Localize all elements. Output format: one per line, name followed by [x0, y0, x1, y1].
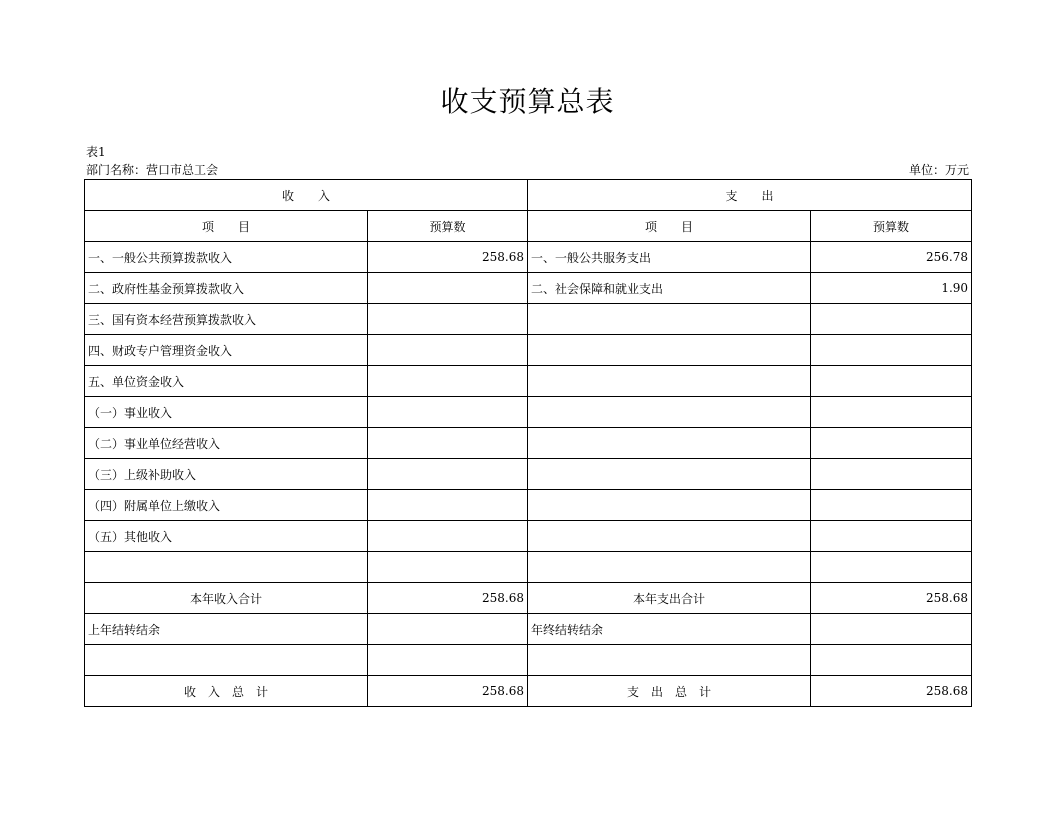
- table-row: [85, 242, 972, 273]
- income-amount-cell: [368, 366, 528, 397]
- expense-item-cell: [528, 366, 811, 397]
- income-amount-cell: [368, 552, 528, 583]
- income-item-cell: （五）其他收入: [85, 521, 368, 552]
- blank-row: [85, 645, 972, 676]
- income-amount-cell: [368, 490, 528, 521]
- total-row: [85, 676, 972, 707]
- page-title: 收支预算总表: [440, 85, 615, 118]
- expense-amount-cell: 256.78: [811, 242, 972, 273]
- table-row: [85, 335, 972, 366]
- department-name: 部门名称：营口市总工会: [86, 163, 219, 177]
- expense-subtotal-label: 本年支出合计: [528, 583, 811, 614]
- expense-amount-cell: 1.90: [811, 273, 972, 304]
- table-row: [85, 552, 972, 583]
- expense-item-cell: [528, 304, 811, 335]
- expense-amount-cell: [811, 335, 972, 366]
- income-item-cell: （一）事业收入: [85, 397, 368, 428]
- income-amount-cell: [368, 304, 528, 335]
- blank-cell: [811, 645, 972, 676]
- income-amount-cell: [368, 459, 528, 490]
- income-item-cell: 三、国有资本经营预算拨款收入: [85, 304, 368, 335]
- income-item-cell: 一、一般公共预算拨款收入: [85, 242, 368, 273]
- income-item-cell: （二）事业单位经营收入: [85, 428, 368, 459]
- table-row: [85, 490, 972, 521]
- carry-over-row: [85, 614, 972, 645]
- subtotal-row: [85, 583, 972, 614]
- expense-item-cell: [528, 428, 811, 459]
- income-item-header: 项 目: [85, 211, 368, 242]
- table-row: [85, 304, 972, 335]
- expense-amount-cell: [811, 428, 972, 459]
- unit-label: 单位：万元: [908, 163, 969, 177]
- income-total-label: 收 入 总 计: [85, 676, 368, 707]
- table-row: [85, 459, 972, 490]
- column-header-row: [85, 211, 972, 242]
- income-subtotal-label: 本年收入合计: [85, 583, 368, 614]
- expense-carry-label: 年终结转结余: [528, 614, 811, 645]
- income-item-cell: （四）附属单位上缴收入: [85, 490, 368, 521]
- expense-item-cell: 二、社会保障和就业支出: [528, 273, 811, 304]
- table-number: 表1: [86, 145, 106, 159]
- expense-carry-amount: [811, 614, 972, 645]
- income-item-cell: 四、财政专户管理资金收入: [85, 335, 368, 366]
- expense-amount-cell: [811, 490, 972, 521]
- income-total-amount: 258.68: [368, 676, 528, 707]
- expense-item-cell: [528, 490, 811, 521]
- budget-table: [84, 179, 972, 707]
- table-row: [85, 397, 972, 428]
- expense-item-cell: [528, 459, 811, 490]
- income-carry-label: 上年结转结余: [85, 614, 368, 645]
- income-amount-cell: [368, 397, 528, 428]
- expense-total-amount: 258.68: [811, 676, 972, 707]
- expense-budget-header: 预算数: [811, 211, 972, 242]
- expense-amount-cell: [811, 552, 972, 583]
- income-subtotal-amount: 258.68: [368, 583, 528, 614]
- table-row: [85, 366, 972, 397]
- income-item-cell: 二、政府性基金预算拨款收入: [85, 273, 368, 304]
- expense-item-header: 项 目: [528, 211, 811, 242]
- expense-amount-cell: [811, 521, 972, 552]
- expense-item-cell: [528, 552, 811, 583]
- section-header-row: [85, 180, 972, 211]
- income-amount-cell: 258.68: [368, 242, 528, 273]
- blank-cell: [85, 645, 368, 676]
- expense-subtotal-amount: 258.68: [811, 583, 972, 614]
- table-row: [85, 273, 972, 304]
- income-amount-cell: [368, 521, 528, 552]
- income-item-cell: （三）上级补助收入: [85, 459, 368, 490]
- blank-cell: [368, 645, 528, 676]
- expense-amount-cell: [811, 459, 972, 490]
- income-section-header: 收 入: [85, 180, 528, 211]
- expense-item-cell: [528, 397, 811, 428]
- income-item-cell: 五、单位资金收入: [85, 366, 368, 397]
- expense-amount-cell: [811, 304, 972, 335]
- expense-item-cell: [528, 521, 811, 552]
- expense-section-header: 支 出: [528, 180, 972, 211]
- expense-item-cell: 一、一般公共服务支出: [528, 242, 811, 273]
- income-budget-header: 预算数: [368, 211, 528, 242]
- income-amount-cell: [368, 428, 528, 459]
- income-carry-amount: [368, 614, 528, 645]
- expense-amount-cell: [811, 397, 972, 428]
- table-row: [85, 428, 972, 459]
- expense-item-cell: [528, 335, 811, 366]
- expense-total-label: 支 出 总 计: [528, 676, 811, 707]
- income-amount-cell: [368, 273, 528, 304]
- income-item-cell: [85, 552, 368, 583]
- income-amount-cell: [368, 335, 528, 366]
- expense-amount-cell: [811, 366, 972, 397]
- blank-cell: [528, 645, 811, 676]
- table-row: [85, 521, 972, 552]
